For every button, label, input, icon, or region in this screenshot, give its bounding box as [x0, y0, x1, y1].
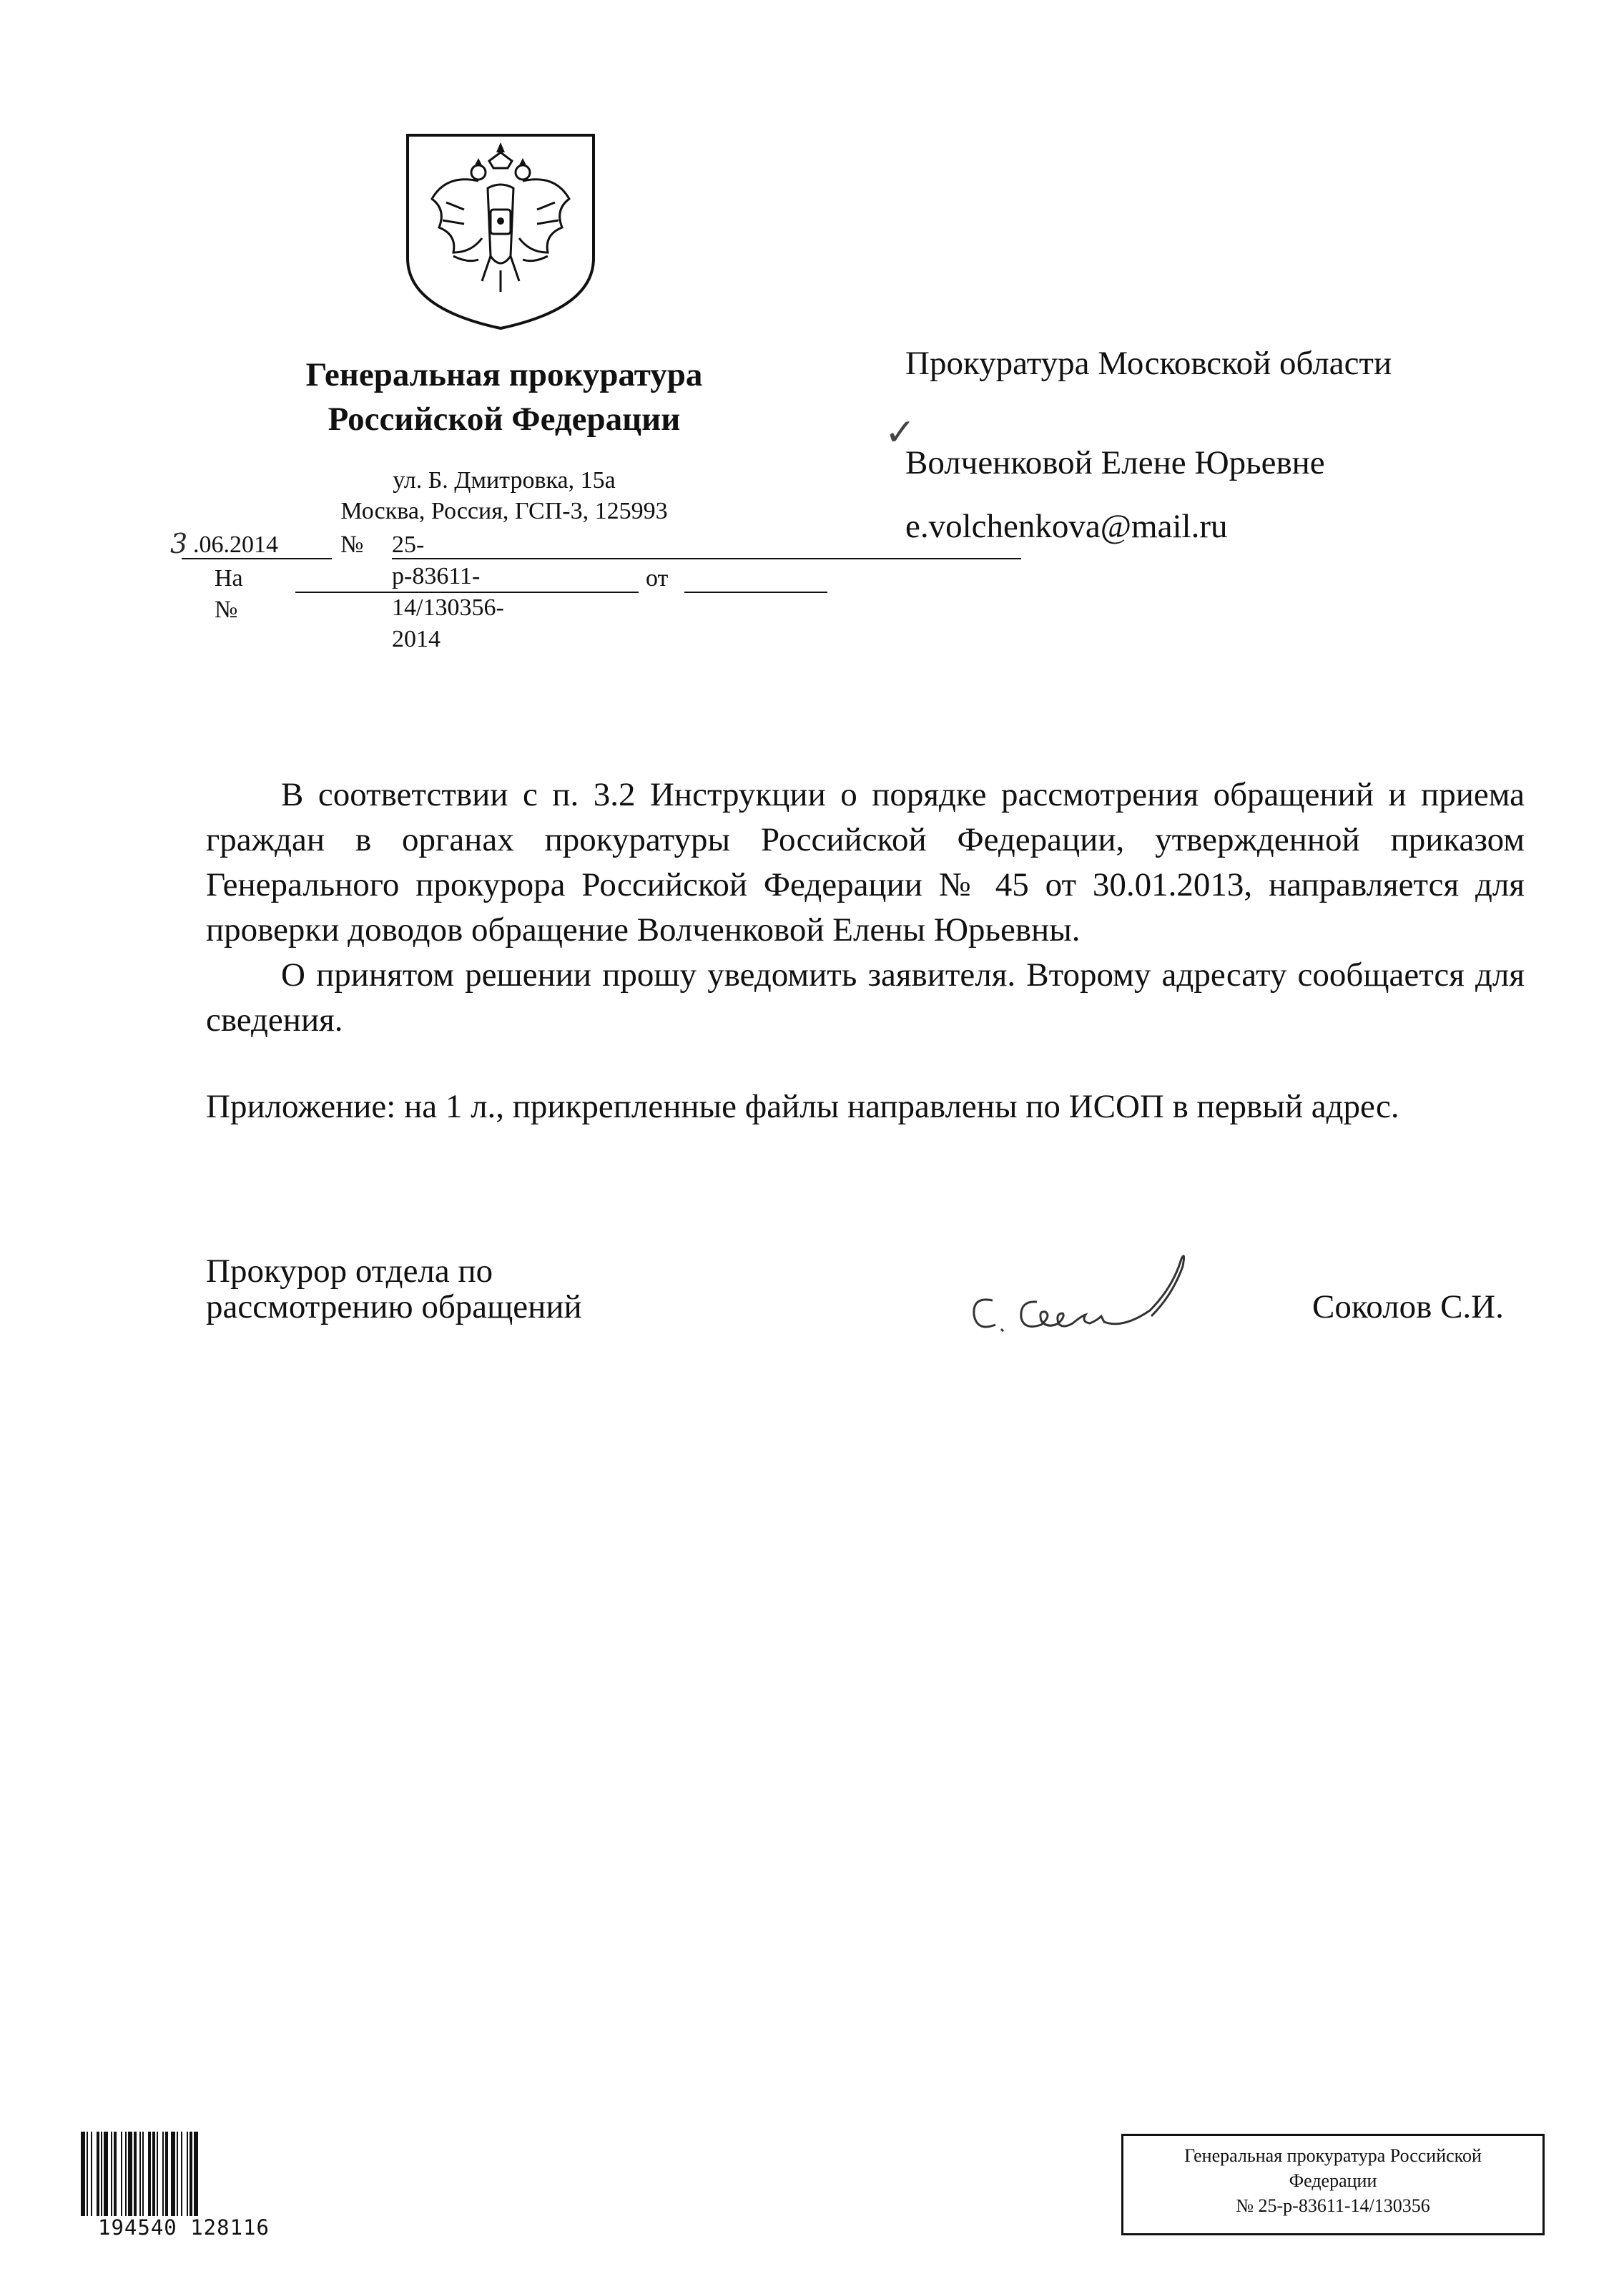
barcode-bar [194, 2132, 198, 2216]
date-underline [182, 558, 332, 559]
outgoing-number: 25-р-83611-14/130356-2014 [392, 531, 504, 652]
barcode-icon [79, 2132, 288, 2217]
sender-address-line1: ул. Б. Дмитровка, 15а [393, 467, 616, 494]
barcode-bar [190, 2132, 192, 2216]
barcode-bar [91, 2132, 92, 2216]
barcode-bar [81, 2132, 85, 2216]
sender-org-line1: Генеральная прокуратура [305, 356, 703, 393]
barcode-bar [125, 2132, 127, 2216]
barcode-bar [97, 2132, 99, 2216]
barcode-bar [114, 2132, 117, 2216]
reference-label: На № [215, 565, 243, 623]
check-mark-icon: ✓ [885, 411, 916, 454]
barcode-number: 194540 128116 [98, 2215, 270, 2240]
reference-number-blank [295, 592, 639, 593]
barcode-bar [152, 2132, 155, 2216]
barcode-bar [181, 2132, 182, 2216]
handwritten-day: 3 [170, 528, 188, 559]
recipient-name: Волченковой Елене Юрьевне [905, 444, 1325, 481]
sender-address-line2: Москва, Россия, ГСП-3, 125993 [340, 498, 668, 524]
barcode-bar [165, 2132, 168, 2216]
barcode-bar [177, 2132, 178, 2216]
barcode-bar [148, 2132, 151, 2216]
body-paragraph-1: В соответствии с п. 3.2 Инструкции о порядке рассмотрения обращений и приема граждан в органах прокуратуры Российской Федерации, утвержденной приказом Генерального прокурора Российской Федерации № 45 от 30.01.2013, направляется для проверки доводов обращение Волченковой Елены Юрьевны. [206, 776, 1525, 949]
handwritten-signature [958, 1245, 1216, 1345]
barcode-bar [142, 2132, 144, 2216]
barcode-bar [157, 2132, 158, 2216]
recipient-email: e.volchenkova@mail.ru [905, 508, 1228, 545]
signer-title-line1: Прокурор отдела по [206, 1253, 493, 1290]
stamp-line2: Федерации [1289, 2170, 1377, 2191]
recipient-organization: Прокуратура Московской области [905, 345, 1392, 382]
barcode-bar [111, 2132, 112, 2216]
letter-body [206, 773, 1525, 1129]
sender-org-line2: Российской Федерации [328, 401, 681, 438]
registration-stamp [1121, 2134, 1545, 2235]
stamp-line3: № 25-р-83611-14/130356 [1236, 2195, 1430, 2216]
barcode-bar [121, 2132, 122, 2216]
number-sign: № [340, 531, 364, 558]
reference-from-label: от [646, 565, 669, 592]
barcode-bar [101, 2132, 102, 2216]
barcode-bar [139, 2132, 141, 2216]
coat-of-arms-emblem-icon [403, 131, 598, 333]
body-paragraph-2: О принятом решении прошу уведомить заявителя. Второму адресату сообщается для сведения. [206, 956, 1525, 1039]
signer-title-line2: рассмотрению обращений [206, 1288, 582, 1325]
attachment-note: Приложение: на 1 л., прикрепленные файлы направлены по ИСОП в первый адрес. [206, 1088, 1399, 1125]
barcode-bar [171, 2132, 175, 2216]
signer-title [206, 1253, 582, 1325]
barcode-bar [162, 2132, 164, 2216]
signer-name: Соколов С.И. [1312, 1288, 1504, 1325]
sender-address [193, 465, 815, 526]
barcode-bar [134, 2132, 137, 2216]
barcode-bar [187, 2132, 188, 2216]
reference-date-blank [684, 592, 827, 593]
barcode-bar [104, 2132, 108, 2216]
stamp-line1: Генеральная прокуратура Российской [1184, 2145, 1482, 2166]
barcode-bar [128, 2132, 132, 2216]
barcode-bar [87, 2132, 88, 2216]
number-underline [392, 558, 1021, 559]
sender-organization [193, 353, 815, 441]
outgoing-date: .06.2014 [193, 531, 278, 558]
